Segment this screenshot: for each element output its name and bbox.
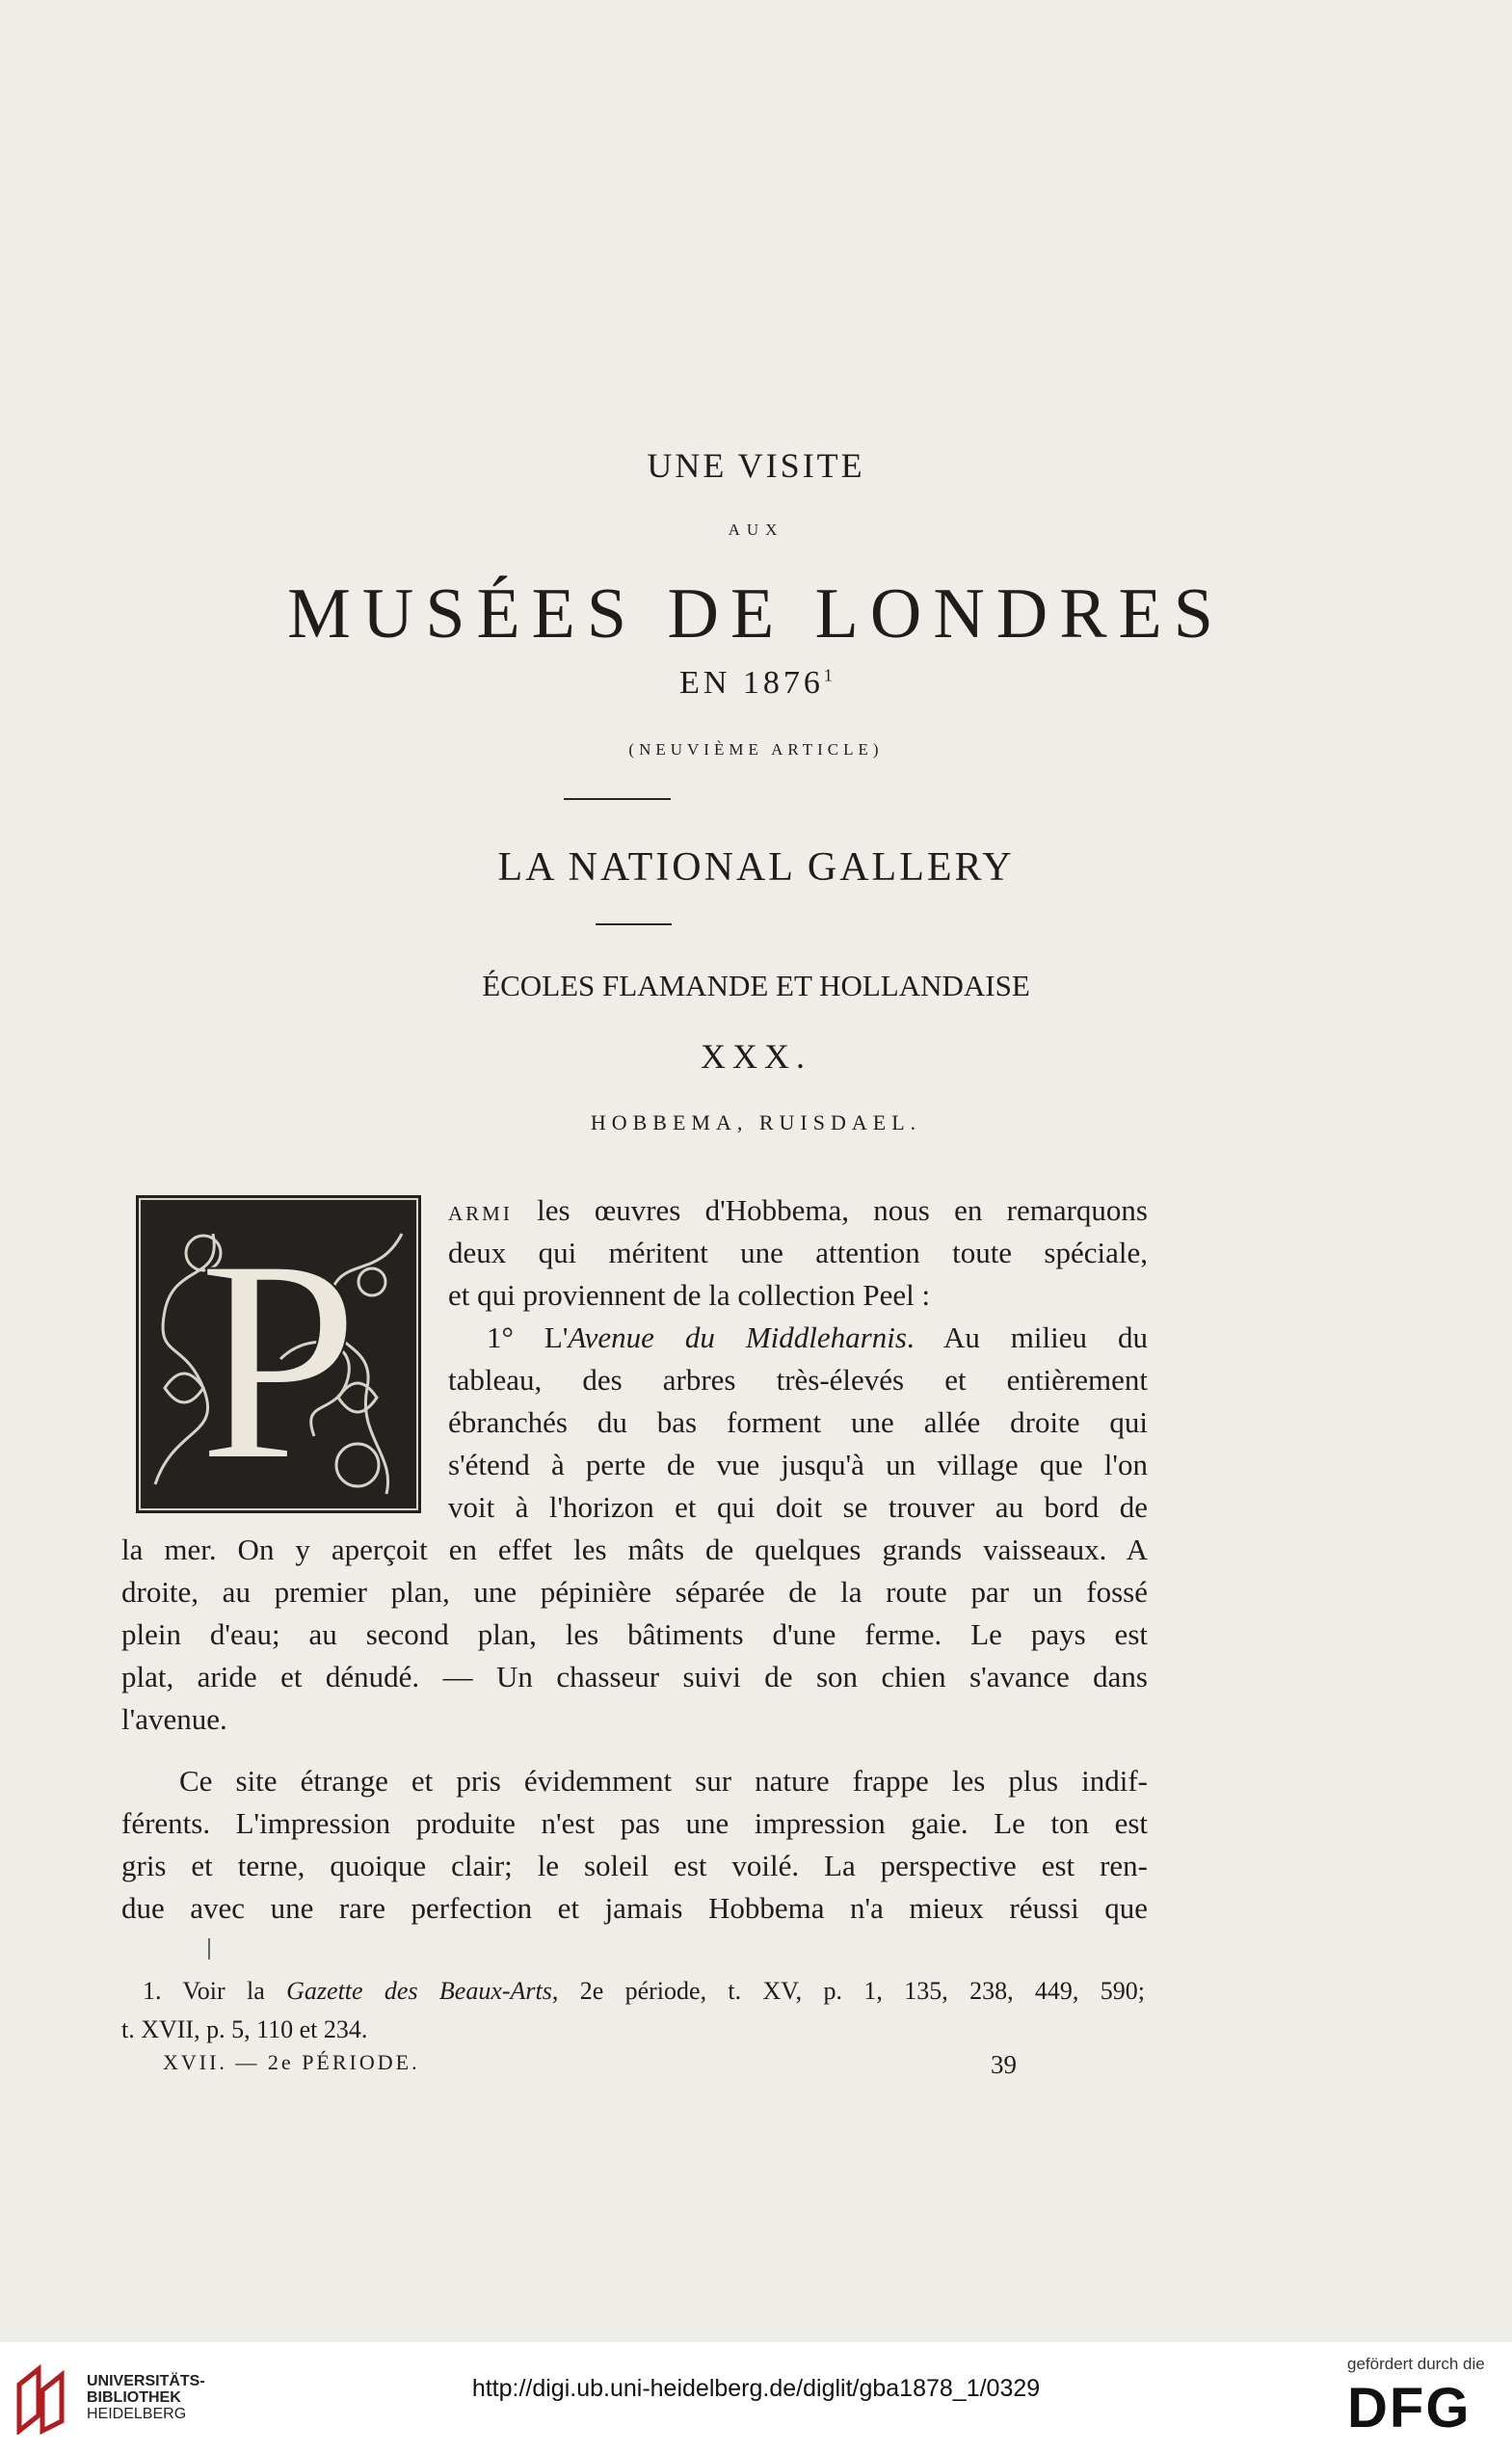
divider [596,923,672,925]
main-title: MUSÉES DE LONDRES [287,574,1225,653]
footnote-line [143,1972,1145,2011]
painting-title: Avenue du Middleharnis [568,1320,907,1354]
body-line: due avec une rare perfection et jamais Hobbema n'a mieux réussi que [121,1891,1148,1925]
footnote-text: . Voir la [155,1977,287,2005]
dfg-logo: DFG [1347,2377,1472,2440]
body-line: la mer. On y aperçoit en effet les mâts de quelques grands vaisseaux. A [121,1533,1148,1566]
chapter-names: HOBBEMA, RUISDAEL. [590,1110,922,1134]
library-name-line: UNIVERSITÄTS- [87,2373,205,2389]
body-line: gris et terne, quoique clair; le soleil est voilé. La perspective est ren- [121,1849,1148,1882]
article-number: (NEUVIÈME ARTICLE) [628,740,884,759]
body-line: Ce site étrange et pris évidemment sur nature frappe les plus indif- [179,1764,1148,1798]
body-text: L' [513,1320,569,1354]
section-title: LA NATIONAL GALLERY [497,845,1015,890]
body-line: s'étend à perte de vue jusqu'à un village que l'on [448,1448,1148,1481]
body-line [487,1317,1148,1359]
footnote-line: t. XVII, p. 5, 110 et 234. [121,2015,368,2043]
print-mark [208,1938,210,1960]
divider [564,798,671,800]
body-line: deux qui méritent une attention toute spéciale, [448,1236,1148,1269]
body-line: droite, au premier plan, une pépinière séparée de la route par un fossé [121,1575,1148,1609]
page-number: 39 [991,2050,1017,2079]
body-line: tableau, des arbres très-élevés et entièrement [448,1363,1148,1397]
footnote-text: , 2e période, t. XV, p. 1, 135, 238, 449, 590; [551,1977,1145,2005]
footnote-number: 1 [143,1977,155,2005]
item-number: 1° [487,1320,514,1354]
body-line: ébranchés du bas forment une allée droite qui [448,1405,1148,1439]
subsection-title: ÉCOLES FLAMANDE ET HOLLANDAISE [482,969,1030,1002]
permalink-url[interactable]: http://digi.ub.uni-heidelberg.de/diglit/gba1878_1/0329 [471,2375,1041,2402]
body-text: . Au milieu du [906,1320,1148,1354]
body-line: et qui proviennent de la collection Peel : [448,1278,931,1312]
dropcap-ornament [136,1195,421,1513]
body-text: les œuvres d'Hobbema, nous en remarquons [512,1193,1148,1227]
body-line: plat, aride et dénudé. — Un chasseur suivi de son chien s'avance dans [121,1660,1148,1693]
dropcap-letter: P [198,1200,359,1513]
body-line: férents. L'impression produite n'est pas une impression gaie. Le ton est [121,1806,1148,1840]
small-caps-lead: ARMI [448,1202,513,1225]
body-line: l'avenue. [121,1702,227,1736]
library-name-line: HEIDELBERG [87,2406,187,2422]
body-line [448,1189,1148,1235]
library-name-line: BIBLIOTHEK [87,2389,181,2406]
chapter-number: XXX. [701,1037,811,1076]
funding-label: gefördert durch die [1347,2355,1485,2373]
signature-mark: XVII. — 2e PÉRIODE. [163,2050,420,2074]
title-year-text: EN 1876 [679,665,824,701]
title-line-1: UNE VISITE [647,446,865,485]
body-line: voit à l'horizon et qui doit se trouver au bord de [448,1490,1148,1524]
title-year [0,665,1512,702]
ornamental-drop-cap-P [136,1195,421,1513]
title-line-2: AUX [728,520,784,539]
journal-title: Gazette des Beaux-Arts [286,1977,552,2005]
footnote-ref: 1 [823,665,833,685]
body-line: plein d'eau; au second plan, les bâtiments d'une ferme. Le pays est [121,1617,1148,1651]
